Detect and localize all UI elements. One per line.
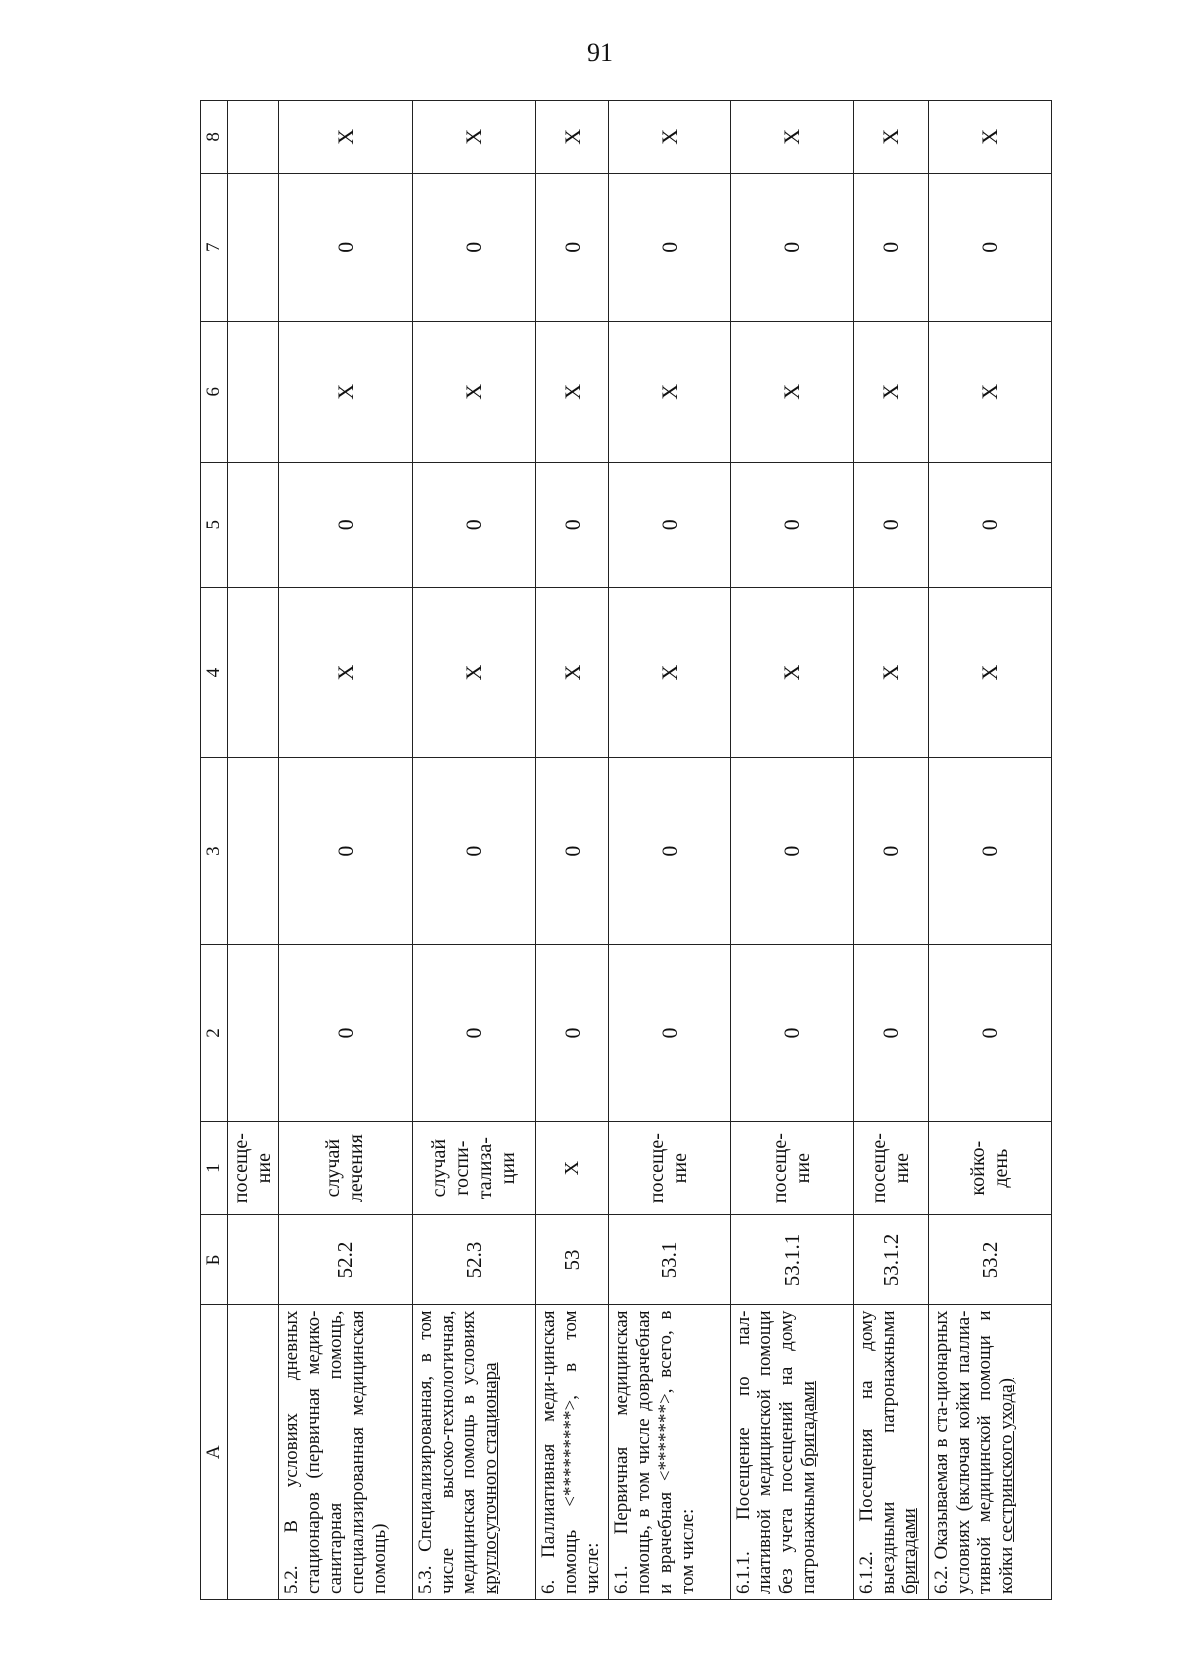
value-col-7: 0 bbox=[535, 173, 609, 321]
table-cell bbox=[228, 945, 279, 1122]
table-cell bbox=[228, 758, 279, 945]
value-col-5: 0 bbox=[535, 462, 609, 587]
table-cell bbox=[228, 1305, 279, 1600]
page-number: 91 bbox=[587, 38, 613, 67]
table-row bbox=[412, 101, 535, 1600]
column-header-4: 4 bbox=[201, 587, 228, 757]
value-col-7: 0 bbox=[609, 173, 730, 321]
value-col-4: Х bbox=[609, 587, 730, 757]
value-col-5: 0 bbox=[730, 462, 853, 587]
table-row bbox=[535, 101, 609, 1600]
value-col-3: 0 bbox=[535, 758, 609, 945]
value-col-3: 0 bbox=[609, 758, 730, 945]
value-col-8: Х bbox=[412, 101, 535, 174]
value-col-8: Х bbox=[730, 101, 853, 174]
value-col-2: 0 bbox=[853, 945, 928, 1122]
value-col-7: 0 bbox=[853, 173, 928, 321]
table-cell bbox=[228, 462, 279, 587]
table-cell bbox=[228, 1215, 279, 1305]
value-col-8: Х bbox=[928, 101, 1051, 174]
table-cell bbox=[228, 321, 279, 462]
column-header-5: 5 bbox=[201, 462, 228, 587]
row-description bbox=[730, 1305, 853, 1600]
row-code: 53.1 bbox=[609, 1215, 730, 1305]
row-description-text: 5.3. Специализированная, в том числе высоко-технологичная, медицинская помощь в условиях bbox=[414, 1310, 480, 1594]
row-description bbox=[412, 1305, 535, 1600]
data-table bbox=[200, 100, 1052, 1600]
table-frame bbox=[200, 100, 1052, 1600]
value-col-2: 0 bbox=[928, 945, 1051, 1122]
value-col-8: Х bbox=[279, 101, 413, 174]
row-description: 6. Паллиативная меди-цинская помощь <*********>, в том числе: bbox=[535, 1305, 609, 1600]
value-col-7: 0 bbox=[279, 173, 413, 321]
row-description-underlined: круглосуточного стационара bbox=[480, 1362, 502, 1594]
row-code: 53 bbox=[535, 1215, 609, 1305]
column-header-3: 3 bbox=[201, 758, 228, 945]
column-header-7: 7 bbox=[201, 173, 228, 321]
row-description-underlined: бригадами bbox=[798, 1380, 820, 1467]
table-row bbox=[928, 101, 1051, 1600]
value-col-3: 0 bbox=[853, 758, 928, 945]
value-col-8: Х bbox=[853, 101, 928, 174]
row-unit: случай госпи-тализа-ции bbox=[412, 1121, 535, 1214]
value-col-3: 0 bbox=[412, 758, 535, 945]
value-col-5: 0 bbox=[853, 462, 928, 587]
value-col-8: Х bbox=[535, 101, 609, 174]
table-cell bbox=[228, 587, 279, 757]
table-cell bbox=[228, 173, 279, 321]
row-description-text: 6.1.1. Посещение по пал-лиативной медицинской помощи без учета посещений на дому патронажными bbox=[732, 1310, 820, 1594]
value-col-2: 0 bbox=[279, 945, 413, 1122]
value-col-5: 0 bbox=[412, 462, 535, 587]
table-row bbox=[609, 101, 730, 1600]
row-unit: посеще-ние bbox=[609, 1121, 730, 1214]
row-description-underlined: бригадами bbox=[899, 1508, 921, 1594]
value-col-5: 0 bbox=[609, 462, 730, 587]
row-description bbox=[928, 1305, 1051, 1600]
value-col-5: 0 bbox=[279, 462, 413, 587]
value-col-4: Х bbox=[928, 587, 1051, 757]
table-cell bbox=[228, 101, 279, 174]
row-unit: посеще-ние bbox=[853, 1121, 928, 1214]
value-col-3: 0 bbox=[279, 758, 413, 945]
value-col-2: 0 bbox=[535, 945, 609, 1122]
row-description-text: 6.1.2. Посещения на дому выездными патронажными bbox=[855, 1310, 899, 1594]
column-number-row bbox=[201, 101, 228, 1600]
value-col-4: Х bbox=[279, 587, 413, 757]
row-description: 5.2. В условиях дневных стационаров (первичная медико-санитарная помощь, специализированная медицинская помощь) bbox=[279, 1305, 413, 1600]
table-row bbox=[853, 101, 928, 1600]
table-row bbox=[279, 101, 413, 1600]
row-code: 53.1.2 bbox=[853, 1215, 928, 1305]
value-col-6: Х bbox=[928, 321, 1051, 462]
unit-cell: посеще-ние bbox=[228, 1121, 279, 1214]
row-unit: койко-день bbox=[928, 1121, 1051, 1214]
row-description bbox=[853, 1305, 928, 1600]
table-row bbox=[730, 101, 853, 1600]
column-header-1: 1 bbox=[201, 1121, 228, 1214]
value-col-3: 0 bbox=[730, 758, 853, 945]
value-col-4: Х bbox=[412, 587, 535, 757]
value-col-6: Х bbox=[609, 321, 730, 462]
continuation-row bbox=[228, 101, 279, 1600]
row-code: 52.3 bbox=[412, 1215, 535, 1305]
value-col-4: Х bbox=[535, 587, 609, 757]
row-code: 53.2 bbox=[928, 1215, 1051, 1305]
row-unit: Х bbox=[535, 1121, 609, 1214]
value-col-8: Х bbox=[609, 101, 730, 174]
row-unit: посеще-ние bbox=[730, 1121, 853, 1214]
value-col-4: Х bbox=[853, 587, 928, 757]
column-header-6: 6 bbox=[201, 321, 228, 462]
value-col-2: 0 bbox=[730, 945, 853, 1122]
value-col-7: 0 bbox=[928, 173, 1051, 321]
row-description-underlined: сестринского ухода) bbox=[996, 1378, 1018, 1542]
row-unit: случай лечения bbox=[279, 1121, 413, 1214]
value-col-2: 0 bbox=[412, 945, 535, 1122]
value-col-2: 0 bbox=[609, 945, 730, 1122]
rotated-table-wrapper bbox=[200, 100, 1052, 1600]
row-description-text: 6.2. Оказываемая в ста-ционарных условиях (включая койки паллиа-тивной медицинской помощи и койки bbox=[930, 1310, 1018, 1594]
row-description: 6.1. Первичная медицинская помощь, в том числе доврачебная и врачебная <*******>, всего, в том числе: bbox=[609, 1305, 730, 1600]
value-col-6: Х bbox=[412, 321, 535, 462]
value-col-4: Х bbox=[730, 587, 853, 757]
column-header-8: 8 bbox=[201, 101, 228, 174]
row-code: 53.1.1 bbox=[730, 1215, 853, 1305]
column-header-a: А bbox=[201, 1305, 228, 1600]
value-col-6: Х bbox=[535, 321, 609, 462]
value-col-6: Х bbox=[279, 321, 413, 462]
value-col-7: 0 bbox=[412, 173, 535, 321]
value-col-7: 0 bbox=[730, 173, 853, 321]
value-col-6: Х bbox=[853, 321, 928, 462]
value-col-3: 0 bbox=[928, 758, 1051, 945]
column-header-b: Б bbox=[201, 1215, 228, 1305]
value-col-6: Х bbox=[730, 321, 853, 462]
column-header-2: 2 bbox=[201, 945, 228, 1122]
value-col-5: 0 bbox=[928, 462, 1051, 587]
row-code: 52.2 bbox=[279, 1215, 413, 1305]
